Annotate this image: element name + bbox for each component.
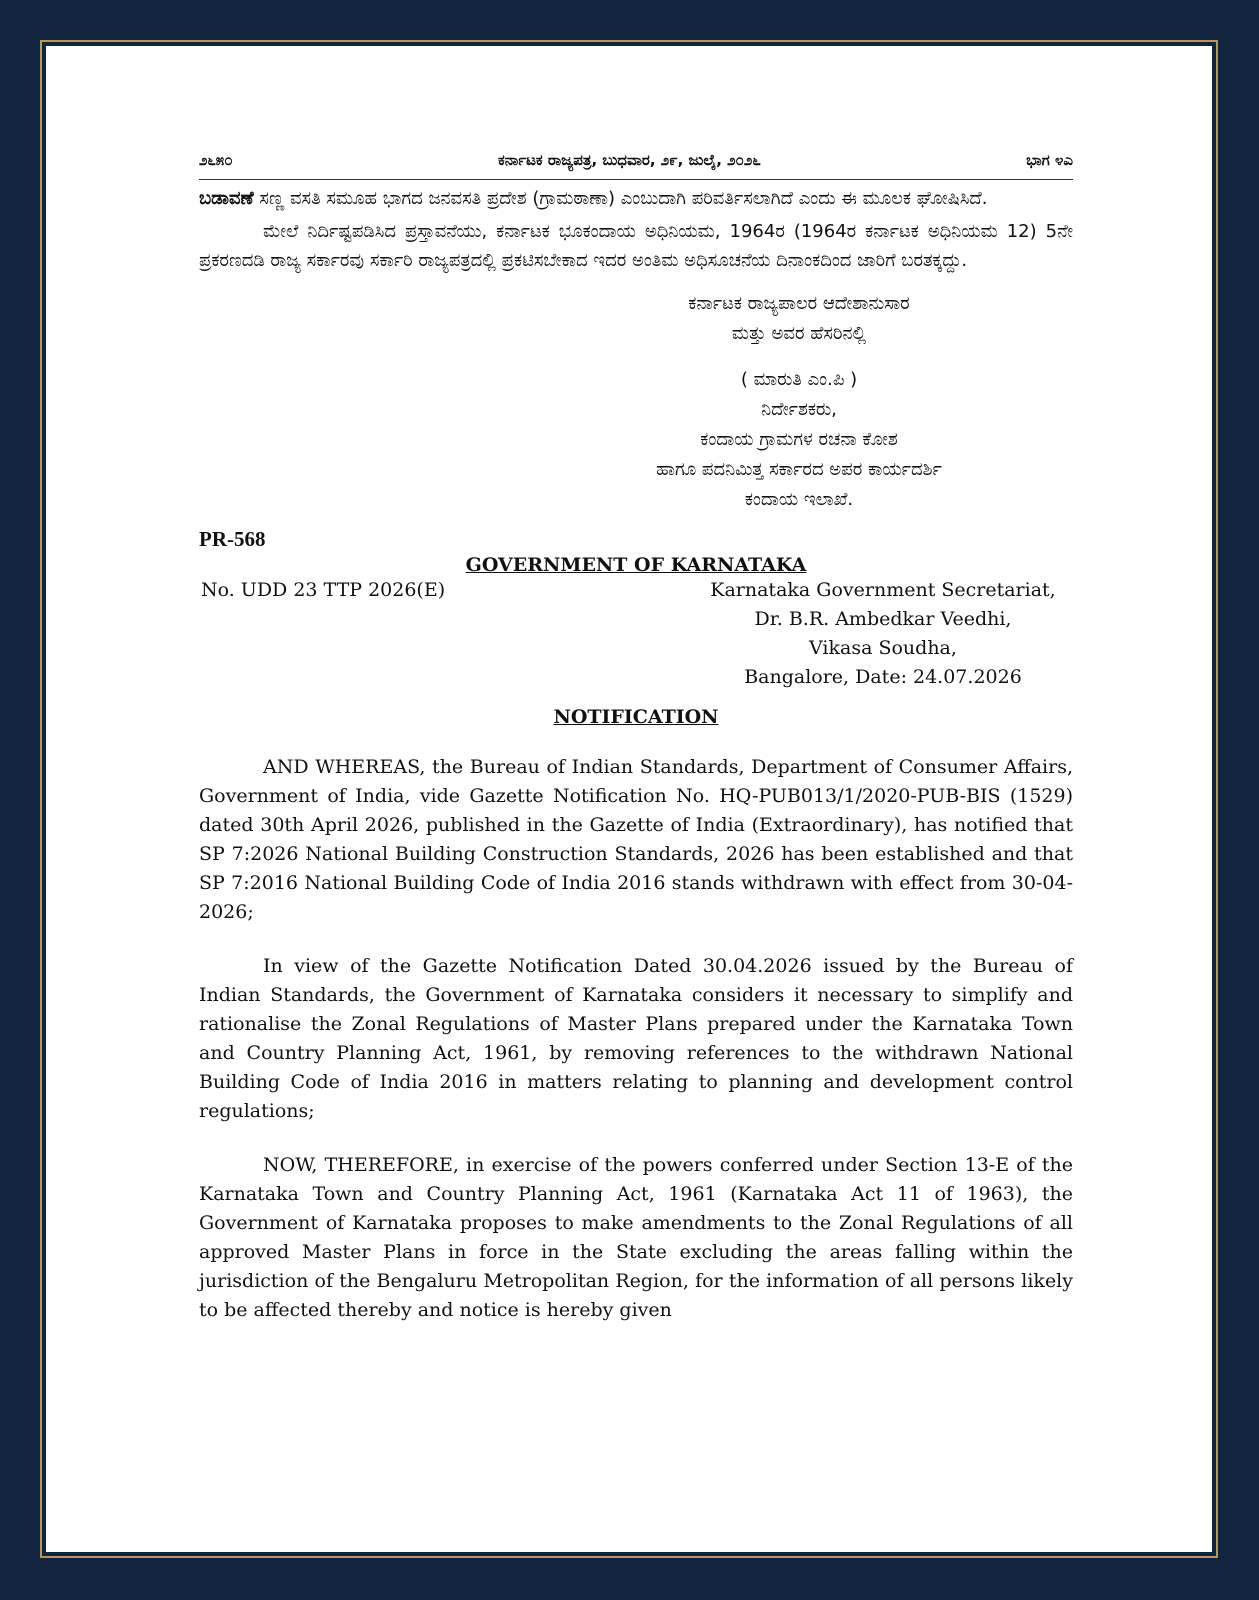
- gazette-part: ಭಾಗ ೪ಎ: [1026, 151, 1073, 169]
- address-line: Dr. B.R. Ambedkar Veedhi,: [754, 608, 1012, 630]
- designation-line-4: ಕಂದಾಯ ಇಲಾಖೆ.: [744, 489, 854, 510]
- order-line-1: ಕರ್ನಾಟಕ ರಾಜ್ಯಪಾಲರ ಆದೇಶಾನುಸಾರ: [688, 293, 910, 314]
- notification-title: NOTIFICATION: [553, 706, 719, 728]
- order-by-block: [589, 289, 1009, 349]
- page-number: ೨೬೫೦: [199, 151, 233, 169]
- designation-line-1: ನಿರ್ದೇಶಕರು,: [761, 399, 837, 420]
- paragraph-text: In view of the Gazette Notification Dated 30.04.2026 issued by the Bureau of Indian Standards, the Government of Karnataka considers it necessary to simplify and rationalise the Zonal Regulations of Master Plans prepared under the Karnataka Town and Country Planning Act, 1961, by removing references to the withdrawn National Building Code of India 2016 in matters relating to planning and development control regulations;: [199, 955, 1073, 1122]
- pr-number: PR-568: [199, 527, 266, 551]
- reference-address-row: [199, 576, 1073, 692]
- gazette-line: ಕರ್ನಾಟಕ ರಾಜ್ಯಪತ್ರ, ಬುಧವಾರ, ೨೯, ಜುಲೈ, ೨೦೨೬: [497, 151, 761, 169]
- notification-paragraph-3: [199, 1151, 1073, 1325]
- kannada-paragraph-2-text: ಮೇಲೆ ನಿರ್ದಿಷ್ಟಪಡಿಸಿದ ಪ್ರಸ್ತಾವನೆಯು, ಕರ್ನಾಟಕ ಭೂಕಂದಾಯ ಅಧಿನಿಯಮ, 1964ರ (1964ರ ಕರ್ನಾಟಕ ಅಧಿನಿಯಮ 12) 5ನೇ ಪ್ರಕರಣದಡಿ ರಾಜ್ಯ ಸರ್ಕಾರವು ಸರ್ಕಾರಿ ರಾಜ್ಯಪತ್ರದಲ್ಲಿ ಪ್ರಕಟಿಸಬೇಕಾದ ಇದರ ಅಂತಿಮ ಅಧಿಸೂಚನೆಯ ದಿನಾಂಕದಿಂದ ಜಾರಿಗೆ ಬರತಕ್ಕದ್ದು.: [199, 221, 1073, 271]
- kannada-bold-word: ಬಡಾವಣೆ: [199, 188, 254, 209]
- government-title: GOVERNMENT OF KARNATAKA: [465, 554, 807, 576]
- kannada-paragraph-2: [199, 217, 1073, 275]
- paragraph-text: AND WHEREAS, the Bureau of Indian Standards, Department of Consumer Affairs, Government of India, vide Gazette Notification No. HQ-PUB013/1/2020-PUB-BIS (1529) dated 30th April 2026, published in the Gazette of India (Extraordinary), has notified that SP 7:2026 National Building Construction Standards, 2026 has been established and that SP 7:2016 National Building Code of India 2016 stands withdrawn with effect from 30-04-2026;: [199, 756, 1073, 923]
- address-line: Karnataka Government Secretariat,: [710, 579, 1056, 601]
- notification-paragraph-2: [199, 952, 1073, 1126]
- office-address: [693, 576, 1073, 692]
- address-line: Vikasa Soudha,: [809, 637, 957, 659]
- page-content: [199, 151, 1073, 1344]
- kannada-paragraph-1: [199, 184, 1073, 213]
- order-line-2: ಮತ್ತು ಅವರ ಹೆಸರಿನಲ್ಲಿ: [731, 323, 867, 344]
- designation-line-3: ಹಾಗೂ ಪದನಿಮಿತ್ತ ಸರ್ಕಾರದ ಅಪರ ಕಾರ್ಯದರ್ಶಿ: [656, 459, 942, 480]
- reference-number: No. UDD 23 TTP 2026(E): [201, 579, 446, 601]
- gazette-page: [46, 46, 1212, 1552]
- gazette-header: [199, 151, 1073, 180]
- kannada-paragraph-1-text: ಸಣ್ಣ ವಸತಿ ಸಮೂಹ ಭಾಗದ ಜನವಸತಿ ಪ್ರದೇಶ (ಗ್ರಾಮಠಾಣಾ) ಎಂಬುದಾಗಿ ಪರಿವರ್ತಿಸಲಾಗಿದೆ ಎಂದು ಈ ಮೂಲಕ ಘೋಷಿಸಿದೆ.: [253, 188, 988, 209]
- paragraph-text: NOW, THEREFORE, in exercise of the powers conferred under Section 13-E of the Karnataka Town and Country Planning Act, 1961 (Karnataka Act 11 of 1963), the Government of Karnataka proposes to make amendments to the Zonal Regulations of all approved Master Plans in force in the State excluding the areas falling within the jurisdiction of the Bengaluru Metropolitan Region, for the information of all persons likely to be affected thereby and notice is hereby given: [199, 1154, 1073, 1321]
- signatory-block: [539, 365, 1059, 515]
- designation-line-2: ಕಂದಾಯ ಗ್ರಾಮಗಳ ರಚನಾ ಕೋಶ: [700, 429, 898, 450]
- address-date-line: Bangalore, Date: 24.07.2026: [744, 666, 1022, 688]
- signatory-name: ( ಮಾರುತಿ ಎಂ.ಪಿ ): [740, 369, 858, 390]
- notification-paragraph-1: [199, 753, 1073, 927]
